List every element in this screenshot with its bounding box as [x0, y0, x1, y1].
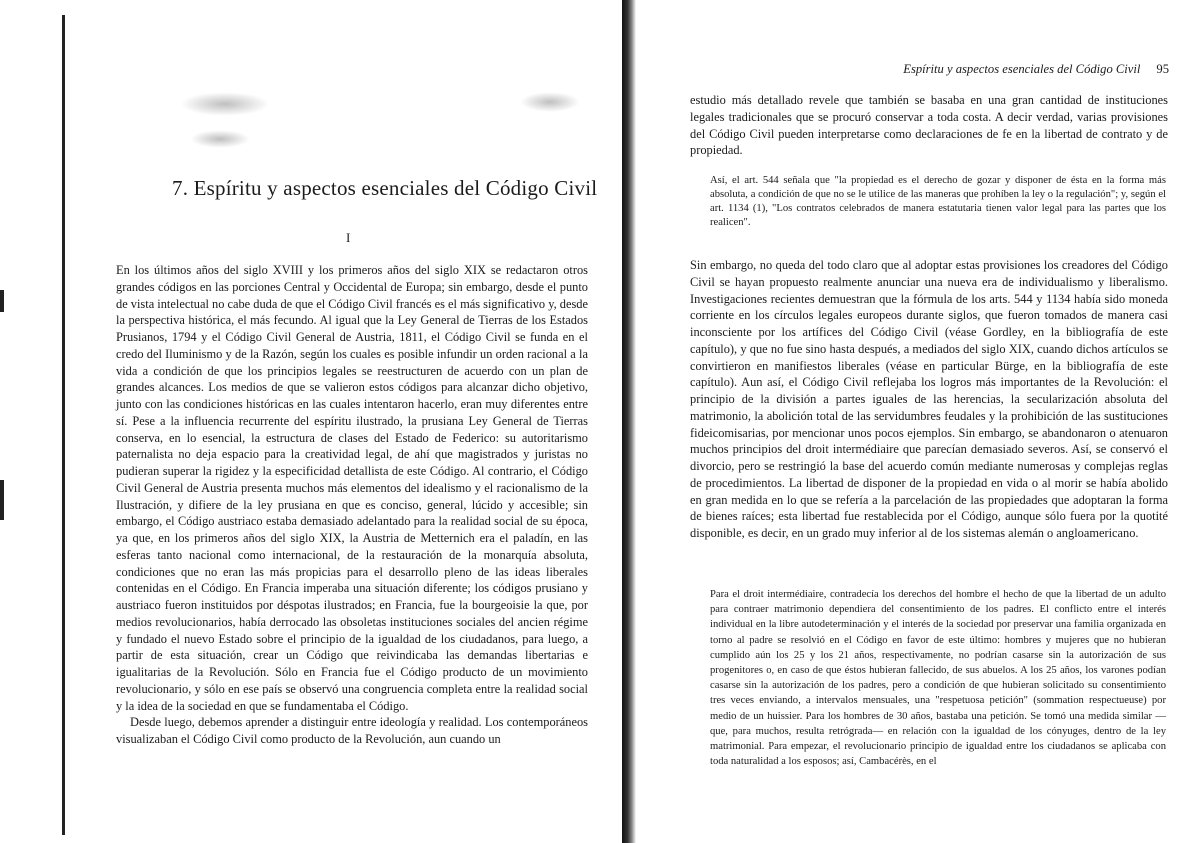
section-number: I — [346, 230, 351, 245]
scan-smudge — [180, 92, 270, 116]
right-body-paragraph-2 — [690, 257, 1168, 542]
left-paragraph-2: Desde luego, debemos aprender a distinguir entre ideología y realidad. Los contemporáneos visualizaban el Código Civil como producto de la Revolución, aun cuando un — [116, 715, 588, 746]
block-quote-1 — [710, 174, 1166, 230]
paragraph-text: estudio más detallado revele que también se basaba en una gran cantidad de instituciones legales tradicionales que se procuró conservar a toda costa. A decir verdad, varias provisiones del Código Civil pueden interpretarse como declaraciones de fe en la libertad de contrato y de propiedad. — [690, 93, 1168, 158]
scan-mark — [0, 480, 4, 520]
left-paragraph-1: En los últimos años del siglo XVIII y los primeros años del siglo XIX se redactaron otros grandes códigos en las porciones Central y Occidental de Europa; sin embargo, desde el punto de vista intelectual no cabe duda de que el Código Civil francés es el más significativo y, desde la perspectiva histórica, el más fecundo. Al igual que la Ley General de Tierras de los Estados Prusianos, 1794 y el Código Civil General de Austria, 1811, el Código Civil se funda en el credo del Iluminismo y de la Razón, según los cuales es posible infundir un orden racional a la vida a condición de que los principios legales se reestructuren de acuerdo con un plan de grandes alcances. Los medios de que se valieron estos códigos para alcanzar dicho objetivo, junto con las condiciones históricas en las cuales intentaron hacerlo, eran muy diferentes entre sí. Pese a la influencia recurrente del espíritu ilustrado, la prusiana Ley General de Tierras conserva, en lo esencial, la estructura de clases del Estado de Federico: su autoritarismo paternalista no deja espacio para la creatividad legal, de ahí que magistrados y juristas no pudieran superar la rigidez y la especificidad detallista de este Código. Al contrario, el Código Civil General de Austria presenta muchos más elementos del idealismo y el racionalismo de la Ilustración, y difiere de la ley prusiana en que es conciso, general, lúcido y accesible; sin embargo, el Código austriaco estaba demasiado adelantado para la realidad social de su época, ya que, en los primeros años del siglo XIX, la Austria de Metternich era el paladín, en las esferas tanto nacional como internacional, de la restauración de la monarquía absoluta, condiciones que no eran las más propicias para el desarrollo pleno de las ideas liberales contenidas en el Código. En Francia imperaba una situación diferente; los códigos prusiano y austriaco fueron instituidos por déspotas ilustrados; en Francia, fue la bourgeoisie la que, por medios revolucionarios, había derrocado las obsoletas instituciones sociales del ancien régime y fundado el nuevo Estado sobre el principio de la igualdad de los ciudadanos, para luego, a partir de esta situación, crear un Código que reivindicaba las demandas libertarias e igualitarias de la Revolución. Sólo en Francia fue el Código producto de un movimiento revolucionario, y sólo en ese país se observó una congruencia completa entre la realidad social y la idea de la sociedad en que se fundamentaba el Código. — [116, 263, 588, 713]
paragraph-text: Sin embargo, no queda del todo claro que al adoptar estas provisiones los creadores del Código Civil se hayan propuesto realmente anunciar una nueva era de individualismo y liberalismo. Investigaciones recientes demuestran que la fórmula de los arts. 544 y 1134 había sido moneda corriente en los círculos legales europeos durante siglos, que fueron tomados de manera casi inconsciente por los artífices del Código Civil (véase Gordley, en la bibliografía de este capítulo), y que no fue sino hasta después, a mediados del siglo XIX, cuando dichos artículos se convirtieron en manifiestos liberales (véase en particular Bürge, en la bibliografía de este capítulo). Aun así, el Código Civil reflejaba los logros más importantes de la Revolución: el principio de la división a partes iguales de las herencias, la secularización absoluta del matrimonio, la abolición total de las servidumbres feudales y la prohibición de las sustituciones fideicomisarias, por mencionar unos pocos ejemplos. Sin embargo, se abandonaron o atenuaron muchos principios del droit intermédiaire que parecían demasiado severos. Así, se conservó el divorcio, pero se restringió la base del acuerdo común mediante numerosas y complejas reglas de procedimientos. La libertad de disponer de la propiedad en vida o al morir se había abolido en gran medida en lo que se refería a la parcelación de las propiedades que adoptaran la forma de bienes raíces; esta libertad fue restablecida por el Código, aunque sólo fuera por la quotité disponible, es decir, en un grado muy inferior al de los sistemas alemán o angloamericano. — [690, 258, 1168, 540]
scan-smudge — [190, 130, 250, 148]
page-number: 95 — [1156, 62, 1169, 76]
quote-text: Así, el art. 544 señala que "la propiedad es el derecho de gozar y disponer de ésta en la forma más absoluta, a condición de que no se le utilice de las maneras que prohíben la ley o la regulación"; y, según el art. 1134 (1), "Los contratos celebrados de manera estatutaria tienen valor legal para las partes que los realicen". — [710, 175, 1166, 228]
chapter-title: 7. Espíritu y aspectos esenciales del Código Civil — [172, 176, 598, 200]
quote-text: Para el droit intermédiaire, contradecía los derechos del hombre el hecho de que la libertad de un adulto para contraer matrimonio dependiera del consentimiento de los padres. El conflicto entre el interés individual en la libre autodeterminación y el interés de la sociedad por preservar una familia organizada en torno al padre se resolvió en el Código en favor de este último: hombres y mujeres que no hubieran cumplido aún los 25 y los 21 años, respectivamente, no podrían casarse sin la autorización de sus progenitores o, en caso de que éstos hubieran fallecido, de sus abuelos. A los 25 años, los varones podían casarse sin la autorización de los padres, pero a condición de que hubieran solicitado su consentimiento tres veces enviando, a intervalos mensuales, una "respetuosa petición" (sommation respectueuse) por medio de un huissier. Para los hombres de 30 años, bastaba una petición. Se tomó una medida similar —que, para muchos, resulta retrógrada— en relación con la igualdad de los cónyuges, dentro de la ley matrimonial. Para empezar, el revolucionario principio de igualdad entre los ciudadanos se aplicaba con toda naturalidad a los esposos; así, Cambacérès, en el — [710, 589, 1166, 768]
page-binding-edge — [62, 15, 65, 835]
block-quote-2 — [710, 587, 1166, 769]
running-head — [874, 62, 1169, 77]
scan-mark — [0, 290, 4, 312]
scan-smudge — [520, 92, 580, 112]
right-body-paragraph-1 — [690, 92, 1168, 159]
running-head-title: Espíritu y aspectos esenciales del Código Civil — [903, 62, 1141, 76]
right-page — [620, 0, 1200, 843]
left-body-text — [116, 262, 588, 748]
